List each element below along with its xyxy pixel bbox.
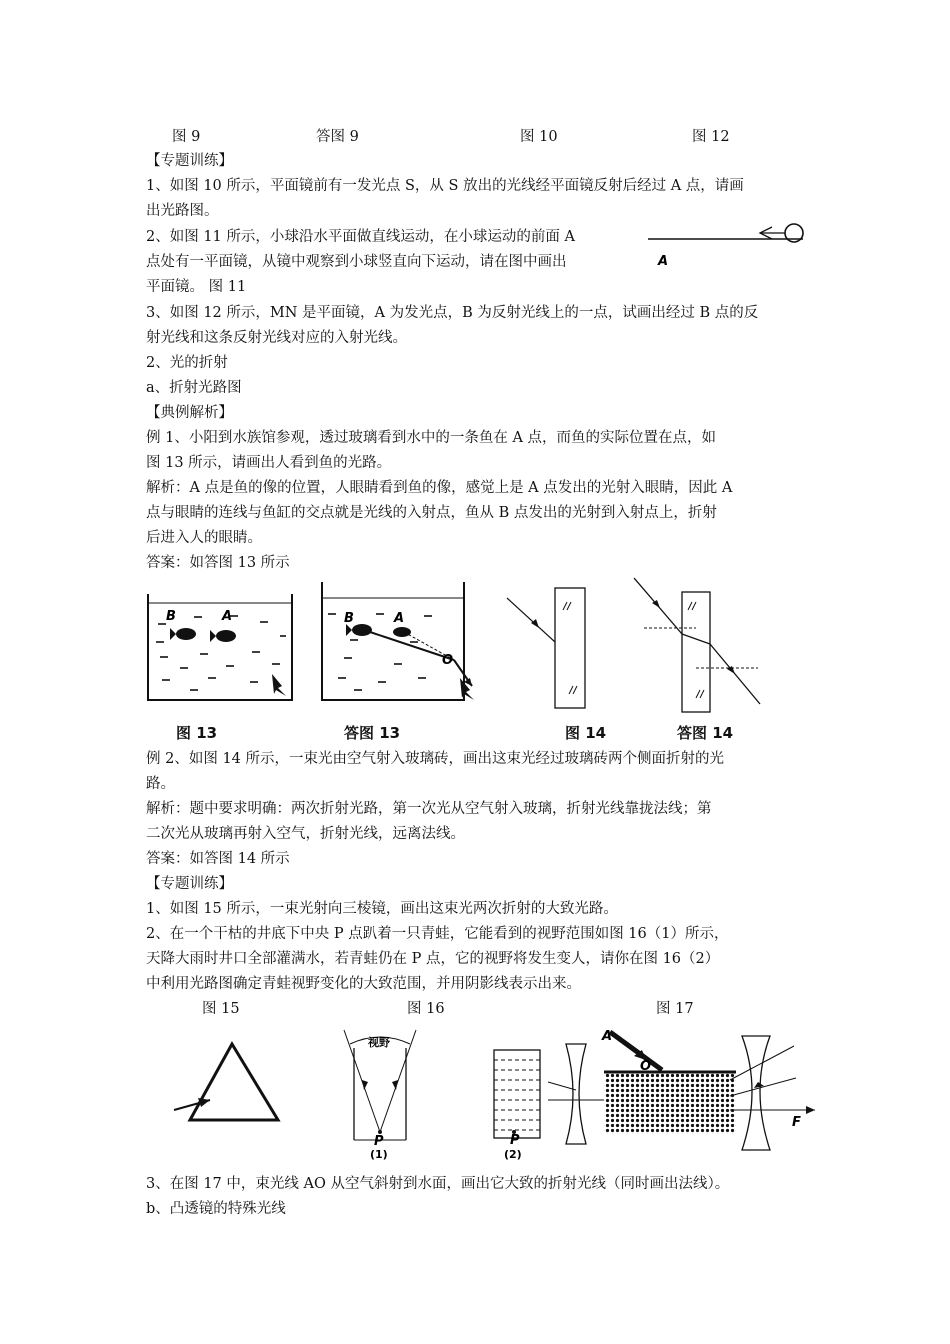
caption-fig10: 图 10 [520,129,558,145]
text-line: 天降大雨时井口全部灌满水，若青蛙仍在 P 点，它的视野将发生变人，请你在图 16（2） [146,951,720,967]
label-a: A [658,254,669,269]
text-line: 3、在图 17 中，束光线 AO 从空气斜射到水面，画出它大致的折射光线（同时画出法线）。 [146,1176,730,1192]
heading-example-analysis: 【典例解析】 [146,405,233,421]
caption-fig13: 图 13 [176,724,218,742]
caption-fig14: 图 14 [565,724,607,742]
caption-fig17: 图 17 [656,1001,694,1017]
label-p: P [510,1133,520,1148]
caption-fig9: 图 9 [172,129,201,145]
figure-16-1 [340,1030,420,1160]
text-line: 1、如图 10 所示，平面镜前有一发光点 S，从 S 放出的光线经平面镜反射后经过 A 点，请画 [146,178,744,194]
text-line: 点处有一平面镜，从镜中观察到小球竖直向下运动，请在图中画出 [146,254,567,270]
answer-figure-14 [630,574,765,719]
text-line: 答案：如答图 14 所示 [146,851,290,867]
text-line: 2、如图 11 所示，小球沿水平面做直线运动，在小球运动的前面 A [146,229,575,245]
text-line: 解析：A 点是鱼的像的位置，人眼睛看到鱼的像，感觉上是 A 点发出的光射入眼睛，因此 A [146,480,733,496]
label-o: O [640,1059,652,1074]
label-o: O [442,653,454,668]
caption-answer-fig9: 答图 9 [316,129,359,145]
text-line: 平面镜。 图 11 [146,279,247,295]
answer-figure-13 [314,582,489,712]
label-p: P [374,1134,384,1149]
heading-special-training: 【专题训练】 [146,153,233,169]
label-f: F [792,1115,801,1130]
subsection-convex-lens: b、凸透镜的特殊光线 [146,1201,286,1217]
figure-13 [140,582,310,712]
text-line: 2、在一个干枯的井底下中央 P 点趴着一只青蛙，它能看到的视野范围如图 16（1）所示， [146,926,729,942]
text-line: 解析：题中要求明确：两次折射光路，第一次光从空气射入玻璃，折射光线靠拢法线；第 [146,801,712,817]
caption-fig16: 图 16 [407,1001,445,1017]
text-line: 射光线和这条反射光线对应的入射光线。 [146,330,407,346]
label-shiye: 视野 [368,1036,390,1049]
label-b: B [344,611,354,626]
text-line: 点与眼睛的连线与鱼缸的交点就是光线的入射点，鱼从 B 点发出的光射到入射点上，折射 [146,505,717,521]
figure-11 [648,222,818,272]
text-line: 例 1、小阳到水族馆参观，透过玻璃看到水中的一条鱼在 A 点，而鱼的实际位置在点，如 [146,430,717,446]
section-refraction: 2、光的折射 [146,355,228,371]
text-line: 答案：如答图 13 所示 [146,555,290,571]
subsection-refraction-diagram: a、折射光路图 [146,380,242,396]
figure-15 [170,1036,290,1126]
text-line: 1、如图 15 所示，一束光射向三棱镜，画出这束光两次折射的大致光路。 [146,901,618,917]
figure-17-lens [730,1030,815,1160]
caption-fig15: 图 15 [202,1001,240,1017]
label-a: A [602,1029,613,1044]
text-line: 图 13 所示，请画出人看到鱼的光路。 [146,455,392,471]
text-line: 二次光从玻璃再射入空气，折射光线，远离法线。 [146,826,465,842]
text-line: 出光路图。 [146,203,219,219]
label-a: A [394,611,405,626]
heading-special-training: 【专题训练】 [146,876,233,892]
label-fig16-1: (1) [370,1148,388,1161]
caption-answer-fig13: 答图 13 [344,724,401,742]
figure-16-2 [488,1030,548,1160]
caption-fig12: 图 12 [692,129,730,145]
label-b: B [166,609,176,624]
figure-14 [503,578,593,718]
label-fig16-2: (2) [504,1148,522,1161]
text-line: 路。 [146,776,175,792]
text-line: 例 2、如图 14 所示，一束光由空气射入玻璃砖，画出这束光经过玻璃砖两个侧面折射的光 [146,751,724,767]
text-line: 3、如图 12 所示，MN 是平面镜，A 为发光点，B 为反射光线上的一点，试画出经过 B 点的反 [146,305,759,321]
label-a: A [222,609,233,624]
figure-17-water [600,1028,740,1138]
text-line: 后进入人的眼睛。 [146,530,262,546]
concave-lens [548,1040,608,1150]
caption-answer-fig14: 答图 14 [677,724,734,742]
text-line: 中利用光路图确定青蛙视野变化的大致范围，并用阴影线表示出来。 [146,976,581,992]
